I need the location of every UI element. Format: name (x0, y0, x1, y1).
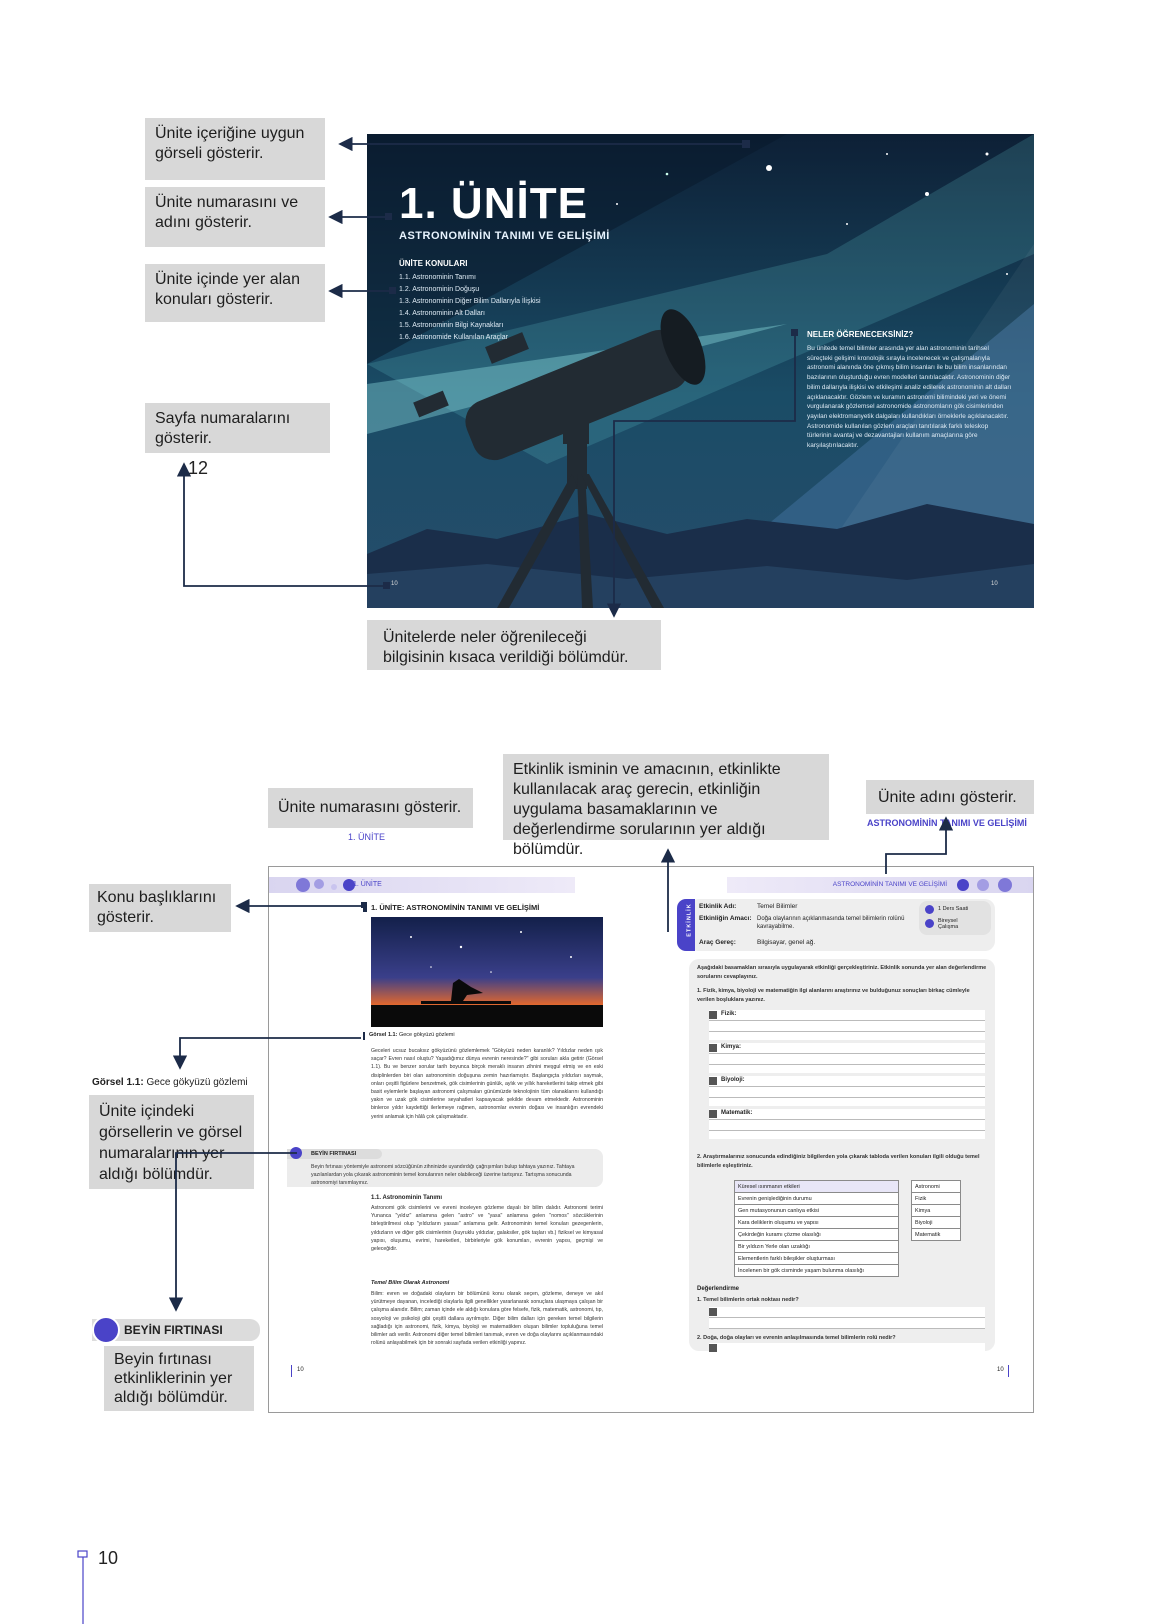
pencil-icon (709, 1044, 717, 1052)
pencil-icon (709, 1308, 717, 1316)
unit-heading: 1. ÜNİTE: ASTRONOMİNİN TANIMI VE GELİŞİMİ (371, 903, 540, 912)
pencil-icon (709, 1077, 717, 1085)
section-title: 1.1. Astronominin Tanımı (371, 1195, 443, 1201)
header-unit-name: ASTRONOMİNİN TANIMI VE GELİŞİMİ (832, 881, 947, 888)
table-cell: Kimya (912, 1205, 961, 1217)
brainstorm-badge: BEYİN FIRTINASI (287, 1149, 382, 1159)
page-marker-left (291, 1365, 292, 1377)
topics-list (399, 272, 541, 344)
topic-item: 1.4. Astronominin Alt Dalları (399, 310, 485, 317)
activity-goal-label: Etkinliğin Amacı: (699, 915, 752, 922)
caption-label: Görsel 1.1: (369, 1032, 398, 1038)
answer-field-chemistry[interactable] (709, 1043, 985, 1073)
question-1: 1. Fizik, kimya, biyoloji ve matematiğin ilgi alanlarını araştırınız ve bulduğunuz sonuçları birkaç cümleyle verilen boşluklara yazınız. (697, 988, 970, 1003)
field-label: Kimya: (721, 1044, 742, 1050)
table-cell: İncelenen bir gök cisminde yaşam bulunma olasılığı (735, 1265, 899, 1277)
subsection-text: Bilim: evren ve doğadaki olayların bir bölümünü konu olarak seçen, gözleme, deneye ve akıl yürütmeye dayanan, incelediği olaylarla ilgili genellikler yararlanarak sonuçlara ulaşmaya çalışan bir çalışma alanıdır. Bilim; zaman içinde ele aldığı konulara göre felsefe, fizik, matematik, astronomi, tıp, sosyoloji ve psikoloji gibi çeşitli dallara ayrılmıştır. Diğer bilim dalları için gereken temel bilgilerin sağladığı için astronomi, fizik, kimya, biyoloji ve matematikten oluşan bilimler topluluğuna temel bilimler adı verilir. Astronomi diğer temel bilimleri tanımak, evren ve doğa olaylarını açıklanmasındaki rolünü anlayabilmek için bir sonraki sayfada verilen etkinliği yapınız. (371, 1291, 603, 1347)
unit-name-sample: ASTRONOMİNİN TANIMI VE GELİŞİMİ (867, 818, 1027, 828)
callout-unit-number-name: Ünite numarasını ve adını gösterir. (145, 187, 325, 247)
tools-text: Bilgisayar, genel ağ. (757, 939, 816, 946)
page-marker-right (1008, 1365, 1009, 1377)
bubble-decoration-right-icon (953, 877, 1023, 893)
brainstorm-text: Beyin fırtınası yöntemiyle astronomi sözcüğünün zihninizde uyandırdığı çağrışımları bulup tahtaya yazınız. Tahtaya yazılanlardan yola çıkarak astronominin temel konularının neler olabileceği üzerine tartışınız. Tartışma sonucunda astronomiyi tanımlayınız. (311, 1164, 575, 1186)
figure-caption-text: Gece gökyüzü gözlemi (146, 1077, 248, 1088)
heading-marker (363, 904, 367, 912)
person-icon (925, 919, 934, 928)
callout-activity: Etkinlik isminin ve amacının, etkinlikte kullanılacak araç gerecin, etkinliğin uygulama basamaklarının ve değerlendirme sorularının yer aldığı bölümdür. (503, 754, 829, 840)
evaluation-q1: 1. Temel bilimlerin ortak noktası nedir? (697, 1297, 799, 1303)
page2-num-right: 10 (997, 1367, 1004, 1373)
neler-text: Bu ünitede temel bilimler arasında yer alan astronominin tarihsel süreçteki gelişimi kronolojik sırayla incelenecek ve çalışmalarıyla astronomi alanında öne çıkmış bilim insanları ile bu bilim insanlarından bazılarının oluşturduğu evren modelleri tanıtılacaktır. Astronominin diğer bilim dallarıyla ilişkisi ve etkileşimi analiz edilerek astronominin alt dalları açıklanacaktır. Gözlem ve kuramın astronomi bilimindeki yeri ve önemi vurgulanarak gözlemsel astronomide astronomların gök cisimlerinden yayılan elektromanyetik dalgaları kullandıkları örneklerle açıklanacaktır. Astronomide kullanılan gözlem araçları tanıtılarak farklı teleskop türlerinin avantaj ve dezavantajları kullanım amaçlarına göre karşılaştırılacaktır. (807, 345, 1012, 450)
callout-brainstorm: Beyin fırtınası etkinliklerinin yer aldığı bölümdür. (104, 1346, 254, 1411)
answer-field-physics[interactable] (709, 1010, 985, 1040)
table-cell: Biyoloji (912, 1217, 961, 1229)
figure-caption-label: Görsel 1.1: (92, 1077, 144, 1088)
evaluation-title: Değerlendirme (697, 1286, 740, 1292)
hero-unit-subtitle: ASTRONOMİNİN TANIMI VE GELİŞİMİ (399, 230, 610, 242)
question-2: 2. Araştırmalarınız sonucunda edindiğiniz bilgilerden yola çıkarak tabloda verilen konuları ilgili olduğu temel bilimlerle eşleştiriniz. (697, 1154, 980, 1169)
sciences-table (911, 1180, 961, 1241)
table-cell: Astronomi (912, 1181, 961, 1193)
unit-cover-image (367, 134, 1034, 608)
brain-icon (290, 1147, 302, 1159)
neler-header: NELER ÖĞRENECEKSİNİZ? (807, 330, 914, 339)
section-text: Astronomi gök cisimlerini ve evreni inceleyen gözleme dayalı bir bilim dalıdır. Astronomi terimi Yunanca "yıldız" anlamına gelen "astro" ve "yasa" anlamına gelen "nomos" sözcüklerinin birleştirilmesi olup "yıldızların yasası" anlamına gelir. Astronominin temel konuları gezegenlerin, yıldızların ve diğer gök cisimlerinin (kuyruklu yıldızlar, galaksiler, gök taşları vb.) fiziksel ve kimyasal yapısı, oluşumu, evrimi, hareketleri, birbirleriyle gök konumları, evrenin yapısı, geçmişi ve geleceğidir. (371, 1205, 603, 1253)
hero-page-left: 10 (391, 581, 398, 587)
topic-item: 1.1. Astronominin Tanımı (399, 274, 476, 281)
callout-page-numbers: Sayfa numaralarını gösterir. (145, 403, 330, 453)
field-label: Fizik: (721, 1011, 737, 1017)
evaluation-q2: 2. Doğa, doğa olayları ve evrenin anlaşılmasında temel bilimlerin rolü nedir? (697, 1335, 896, 1341)
pencil-icon (709, 1011, 717, 1019)
table-cell: Çekirdeğin kuramı çözme olasılığı (735, 1229, 899, 1241)
pencil-icon (709, 1344, 717, 1352)
callout-figures: Ünite içindeki görsellerin ve görsel numaralarının yer aldığı bölümdür. (89, 1095, 254, 1189)
callout-unit-image: Ünite içeriğine uygun görseli gösterir. (145, 118, 325, 180)
night-sky-photo (371, 917, 603, 1027)
activity-tab-label: ETKİNLİK (686, 903, 693, 937)
evaluation-answer-2[interactable] (709, 1343, 985, 1355)
activity-mode: Bireysel Çalışma (938, 918, 959, 930)
topics-table (734, 1180, 899, 1277)
subsection-title: Temel Bilim Olarak Astronomi (371, 1280, 450, 1286)
caption-marker (363, 1032, 365, 1040)
activity-instructions: Aşağıdaki basamakları sırasıyla uygulayarak etkinliği gerçekleştiriniz. Etkinlik sonunda yer alan değerlendirme sorularını cevaplayınız. (697, 965, 987, 980)
table-cell: Kara deliklerin oluşumu ve yapısı (735, 1217, 899, 1229)
page-number-example: 12 (188, 458, 209, 478)
header-band-right (727, 877, 1033, 893)
topic-item: 1.3. Astronominin Diğer Bilim Dallarıyla İlişkisi (399, 298, 541, 305)
table-cell: Küresel ısınmanın etkileri (735, 1181, 899, 1193)
table-cell: Evrenin genişlediğinin durumu (735, 1193, 899, 1205)
table-cell: Gen mutasyonunun canlıya etkisi (735, 1205, 899, 1217)
footer-page-number: 10 (98, 1548, 119, 1568)
hero-unit-title: 1. ÜNİTE (399, 179, 588, 228)
bubble-decoration-icon (289, 877, 359, 893)
brain-head-icon (92, 1316, 120, 1344)
topic-item: 1.6. Astronomide Kullanılan Araçlar (399, 334, 508, 341)
header-unit-number: 1. ÜNİTE (353, 881, 382, 888)
topic-item: 1.5. Astronominin Bilgi Kaynakları (399, 322, 504, 329)
evaluation-answer-1[interactable] (709, 1307, 985, 1329)
activity-name: Temel Bilimler (757, 903, 798, 910)
callout-topic-headings: Konu başlıklarını gösterir. (89, 884, 231, 932)
activity-name-label: Etkinlik Adı: (699, 903, 737, 910)
caption-text: Gece gökyüzü gözlemi (398, 1032, 455, 1038)
topics-header: ÜNİTE KONULARI (399, 259, 468, 268)
field-label: Matematik: (721, 1110, 753, 1116)
table-cell: Matematik (912, 1229, 961, 1241)
answer-field-biology[interactable] (709, 1076, 985, 1106)
figure-caption-sample (92, 1077, 248, 1088)
callout-unit-name: Ünite adını gösterir. (866, 780, 1034, 814)
activity-goal: Doğa olaylarının açıklanmasında temel bilimlerin rolünü kavrayabilme. (757, 916, 905, 930)
table-cell: Bir yıldızın Yerle olan uzaklığı (735, 1241, 899, 1253)
photo-caption (369, 1032, 455, 1038)
table-cell: Elementlerin farklı bileşikler oluşturması (735, 1253, 899, 1265)
hero-page-right: 10 (991, 581, 998, 587)
unit-number-sample: 1. ÜNİTE (348, 832, 386, 842)
activity-duration: 1 Ders Saati (938, 906, 969, 912)
intro-paragraph: Geceleri ucsuz bucaksız gökyüzünü gözlemlemek "Gökyüzü neden karanlık? Yıldızlar neden ışık saçar? Evren nasıl oluştu? Yaşadığımız dünya evrenin neresinde?" gibi soruları akla getirir (Görsel 1.1). Bu ve benzer sorular tarih boyunca birçok meraklı insanın zihnini meşgul etmiş ve en eski disiplinlerden biri olan astronominin doğuşuna zemin hazırlamıştır. Başlangıçta yıldızları saymak, onları çeşitli figürlere benzetmek, gök cisimlerinin günlük, aylık ve yıllık hareketlerini takip etmek gibi basit eylemlerle başlayan astronomi çalışmaları günümüzde teknolojinin tüm olanaklarını kullandığı yakın ve uzak gök cisimlerine seyahatleri kapsayacak şekilde devam etmektedir. Astronominin binlerce yıldır kaydettiği ilerlemeye rağmen, astronomlar evrenin doğası ve insanlığın evrendeki yerini anlamak için hâlâ çok çalışmaktadır. (371, 1048, 603, 1120)
callout-unit-number: Ünite numarasını gösterir. (268, 788, 473, 828)
table-cell: Fizik (912, 1193, 961, 1205)
clock-icon (925, 905, 934, 914)
brainstorm-badge-sample: BEYİN FIRTINASI (92, 1319, 260, 1341)
page2-num-left: 10 (297, 1367, 304, 1373)
callout-unit-topics: Ünite içinde yer alan konuları gösterir. (145, 264, 325, 322)
callout-learning-goals: Ünitelerde neler öğrenileceği bilgisinin kısaca verildiği bölümdür. (367, 620, 661, 670)
answer-field-math[interactable] (709, 1109, 985, 1139)
sample-spread (268, 866, 1034, 1413)
header-band-left (269, 877, 575, 893)
tools-label: Araç Gereç: (699, 939, 736, 946)
pencil-icon (709, 1110, 717, 1118)
field-label: Biyoloji: (721, 1077, 745, 1083)
topic-item: 1.2. Astronominin Doğuşu (399, 286, 480, 293)
